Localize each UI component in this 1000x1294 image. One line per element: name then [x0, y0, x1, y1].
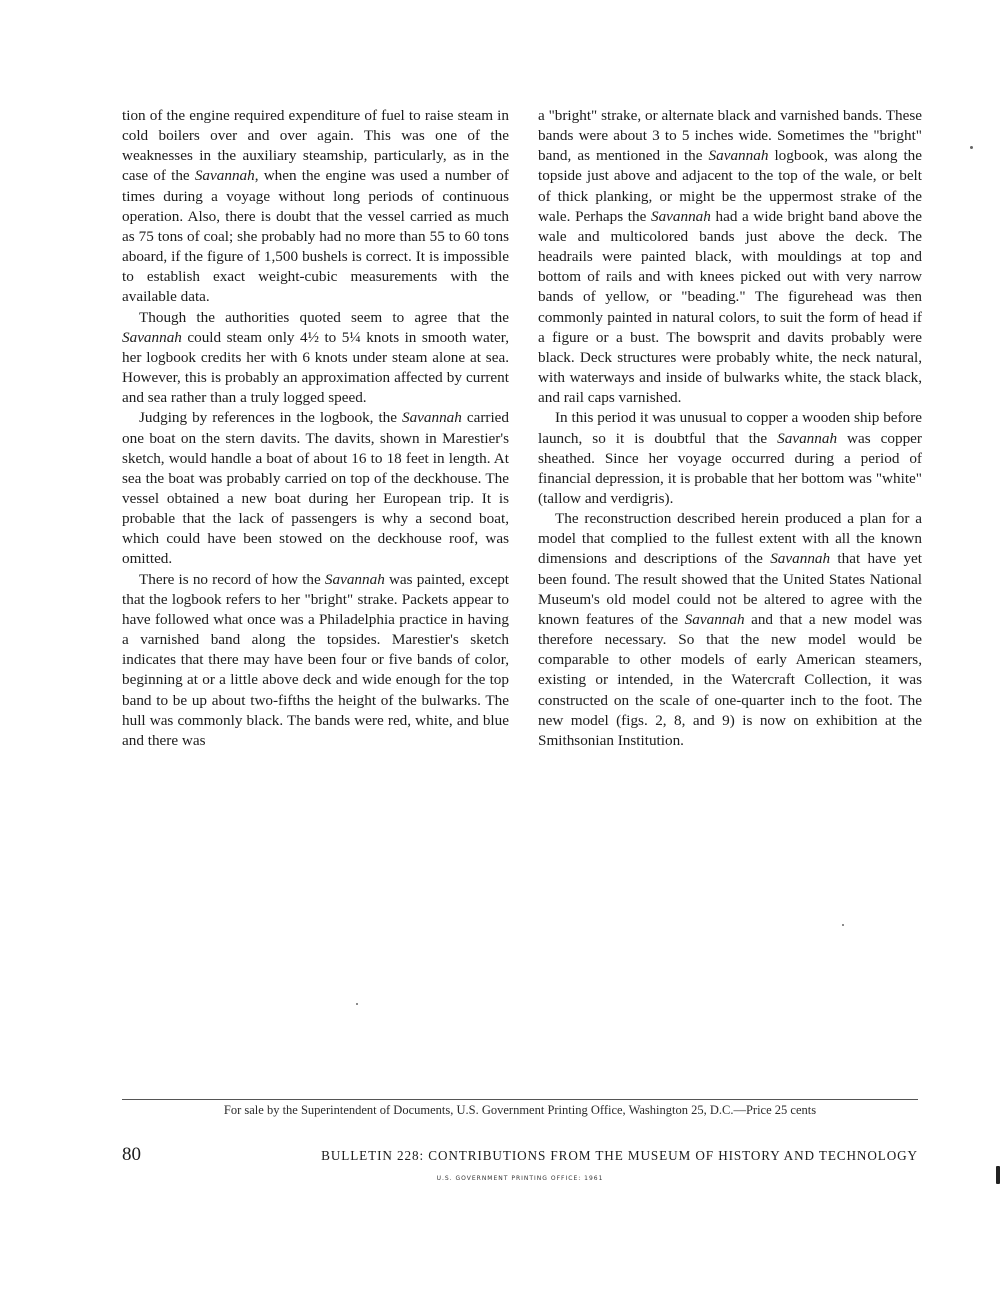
right-column — [538, 106, 922, 751]
paragraph: Judging by references in the logbook, the Savannah carried one boat on the stern davits. The davits, shown in Marestier's sketch, would handle a boat of about 16 to 18 feet in length. At sea the boat was probably carried on top of the deckhouse. The vessel obtained a new boat during her European trip. It is probable that the lack of passengers is why a second boat, which could have been stowed on the deckhouse roof, was omitted. — [122, 409, 509, 568]
scan-speck — [970, 146, 973, 149]
page-number: 80 — [122, 1144, 141, 1165]
footer-divider — [122, 1099, 918, 1100]
paragraph: a "bright" strake, or alternate black and varnished bands. These bands were about 3 to 5 inches wide. Sometimes the "bright" band, as mentioned in the Savannah logbook, was along the topside just above and adjacent to the top of the wale, or belt of thick planking, or might be the uppermost strake of the wale. Perhaps the Savannah had a wide bright band above the wale and multicolored bands just above the deck. The headrails were painted black, with mouldings at top and bottom of rails and with knees picked out with very narrow bands of yellow, or "beading." The figurehead was then commonly painted in natural colors, to suit the form of head if a figure or a bust. The bowsprit and davits probably were black. Deck structures were probably white, the neck natural, with waterways and inside of bulwarks white, the stack black, and rail caps varnished. — [538, 107, 923, 407]
paragraph: The reconstruction described herein produced a plan for a model that complied to the fullest extent with all the known dimensions and descriptions of the Savannah that have yet been found. The result showed that the United States National Museum's old model could not be altered to agree with the known features of the Savannah and that a new model was therefore necessary. So that the new model would be comparable to other models of early American steamers, existing or intended, in the Watercraft Collection, it was constructed on the scale of one-quarter inch to the foot. The new model (figs. 2, 8, and 9) is now on exhibition at the Smithsonian Institution. — [538, 510, 922, 749]
sale-notice: For sale by the Superintendent of Documents, U.S. Government Printing Office, Washington 25, D.C.—Price 25 cents — [223, 1103, 817, 1117]
paragraph: In this period it was unusual to copper a wooden ship before launch, so it is doubtful that the Savannah was copper sheathed. Since her voyage occurred during a period of financial depression, it is probable that her bottom was "white" (tallow and verdigris). — [538, 409, 922, 507]
scan-speck — [996, 1166, 1000, 1184]
paragraph: There is no record of how the Savannah was painted, except that the logbook refers to her "bright" strake. Packets appear to have followed what once was a Philadelphia practice in having a varnished band along the topsides. Marestier's sketch indicates that there may have been four or five bands of color, beginning at or a little above deck and wide enough for the top band to be up about two-fifths the height of the bulwarks. The hull was commonly black. The bands were red, white, and blue and there was — [122, 570, 510, 749]
left-column — [122, 106, 509, 751]
paragraph: Though the authorities quoted seem to agree that the Savannah could steam only 4½ to 5¼ knots in smooth water, her logbook credits her with 6 knots under steam alone at sea. However, this is probably an approximation affected by current and sea rather than a truly logged speed. — [122, 308, 509, 407]
scan-speck — [842, 924, 844, 926]
running-title: BULLETIN 228: CONTRIBUTIONS FROM THE MUSEUM OF HISTORY AND TECHNOLOGY — [321, 1148, 918, 1163]
paragraph: tion of the engine required expenditure of fuel to raise steam in cold boilers over and over again. This was one of the weaknesses in the auxiliary steamship, particularly, as in the case of the Savannah, when the engine was used a number of times during a voyage without long periods of continuous operation. Also, there is doubt that the vessel carried as much as 75 tons of coal; she probably had no more than 55 to 60 tons aboard, if the figure of 1,500 bushels is correct. It is impossible to establish exact weight-cubic measurements with the available data. — [122, 107, 509, 306]
scan-speck — [356, 1003, 358, 1005]
printer-mark: U.S. GOVERNMENT PRINTING OFFICE: 1961 — [436, 1175, 604, 1182]
